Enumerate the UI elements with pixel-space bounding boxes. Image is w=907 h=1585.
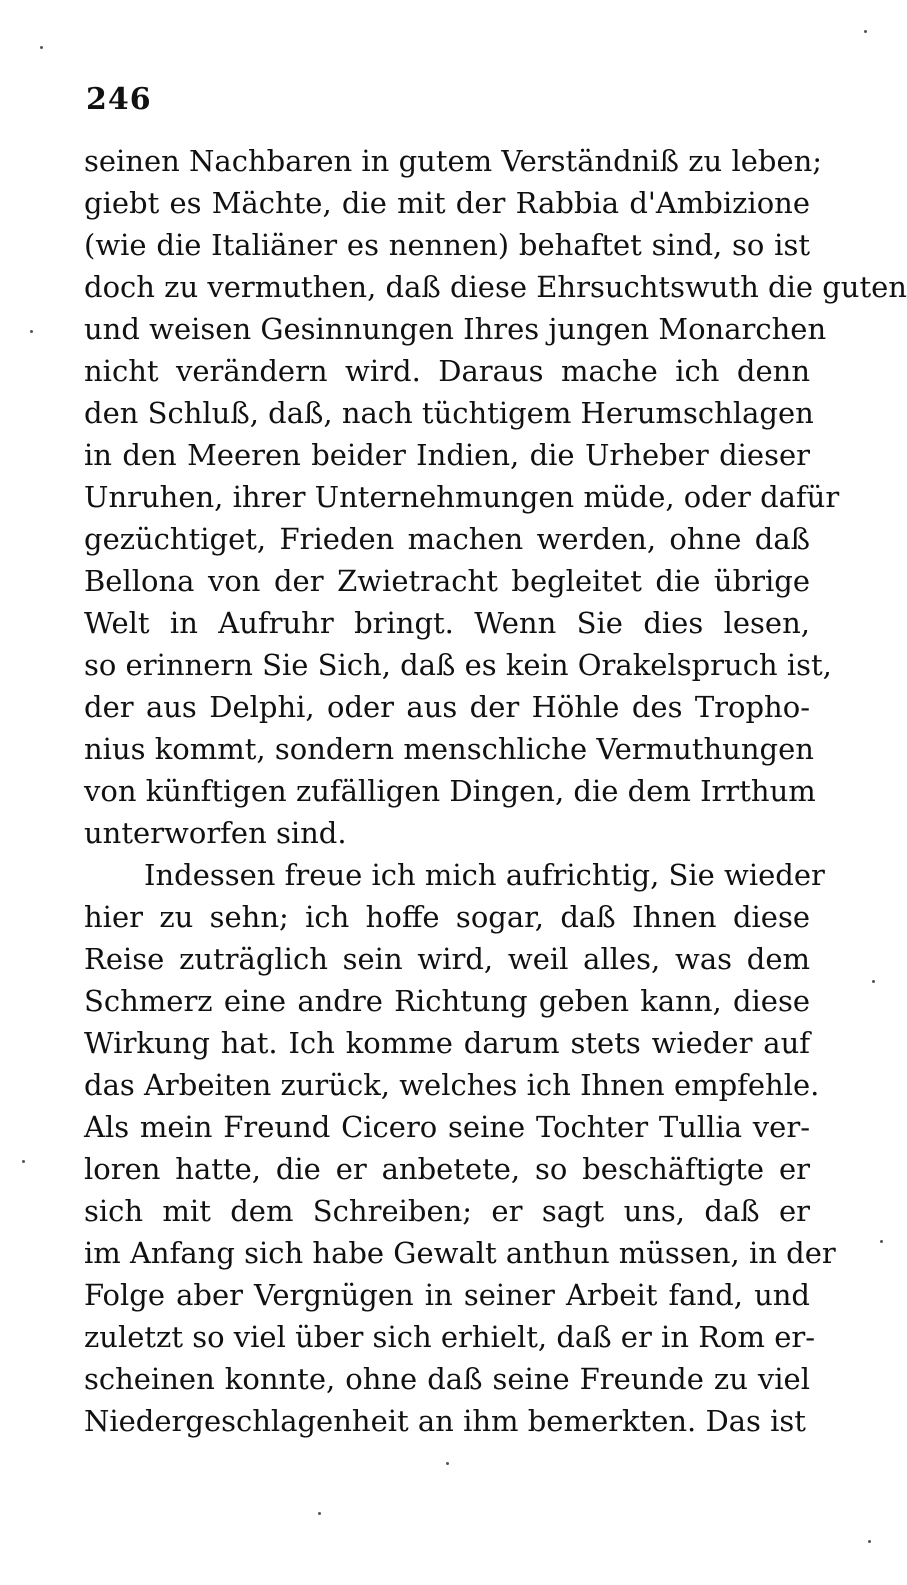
text-line: Wirkung hat. Ich komme darum stets wieder auf (84, 1026, 810, 1060)
text-line: Welt in Aufruhr bringt. Wenn Sie dies lesen, (84, 606, 810, 640)
text-line: Schmerz eine andre Richtung geben kann, diese (84, 984, 810, 1018)
text-line: hier zu sehn; ich hoffe sogar, daß Ihnen diese (84, 900, 810, 934)
text-line: giebt es Mächte, die mit der Rabbia d'Ambizione (84, 186, 810, 220)
text-line: Unruhen, ihrer Unternehmungen müde, oder dafür (84, 480, 840, 514)
text-line: Bellona von der Zwietracht begleitet die übrige (84, 564, 810, 598)
text-line: Reise zuträglich sein wird, weil alles, was dem (84, 942, 810, 976)
text-line: gezüchtiget, Frieden machen werden, ohne daß (84, 522, 810, 556)
print-speck (446, 1462, 449, 1465)
text-line: und weisen Gesinnungen Ihres jungen Monarchen (84, 312, 827, 346)
page-number: 246 (86, 82, 152, 117)
text-line: den Schluß, daß, nach tüchtigem Herumschlagen (84, 396, 814, 430)
print-speck (40, 46, 43, 49)
text-line: so erinnern Sie Sich, daß es kein Orakelspruch ist, (84, 648, 832, 682)
paragraph-1 (84, 140, 907, 854)
print-speck (318, 1512, 321, 1515)
body-text (84, 140, 907, 1442)
text-line: das Arbeiten zurück, welches ich Ihnen empfehle. (84, 1068, 820, 1102)
text-line: im Anfang sich habe Gewalt anthun müssen, in der (84, 1236, 836, 1270)
text-line: von künftigen zufälligen Dingen, die dem Irrthum (84, 774, 816, 808)
text-line: nius kommt, sondern menschliche Vermuthungen (84, 732, 814, 766)
text-line: in den Meeren beider Indien, die Urheber dieser (84, 438, 810, 472)
text-line: loren hatte, die er anbetete, so beschäftigte er (84, 1152, 810, 1186)
print-speck (30, 330, 33, 333)
text-line: nicht verändern wird. Daraus mache ich denn (84, 354, 810, 388)
text-line: doch zu vermuthen, daß diese Ehrsuchtswuth die guten (84, 270, 907, 304)
paragraph-2 (84, 854, 836, 1442)
print-speck (22, 1160, 25, 1163)
print-speck (868, 1540, 871, 1543)
text-line: sich mit dem Schreiben; er sagt uns, daß er (84, 1194, 810, 1228)
print-speck (872, 980, 875, 983)
text-line: Folge aber Vergnügen in seiner Arbeit fand, und (84, 1278, 810, 1312)
text-line: der aus Delphi, oder aus der Höhle des Tropho- (84, 690, 810, 724)
print-speck (864, 30, 867, 33)
text-line: (wie die Italiäner es nennen) behaftet sind, so ist (84, 228, 810, 262)
text-line: Niedergeschlagenheit an ihm bemerkten. Das ist (84, 1404, 806, 1438)
text-line: Als mein Freund Cicero seine Tochter Tullia ver- (84, 1110, 810, 1144)
text-line: Indessen freue ich mich aufrichtig, Sie wieder (144, 858, 825, 892)
text-line: scheinen konnte, ohne daß seine Freunde zu viel (84, 1362, 810, 1396)
text-line: seinen Nachbaren in gutem Verständniß zu leben; (84, 144, 823, 178)
text-line: unterworfen sind. (84, 816, 347, 850)
print-speck (880, 1240, 883, 1243)
text-line: zuletzt so viel über sich erhielt, daß er in Rom er- (84, 1320, 816, 1354)
